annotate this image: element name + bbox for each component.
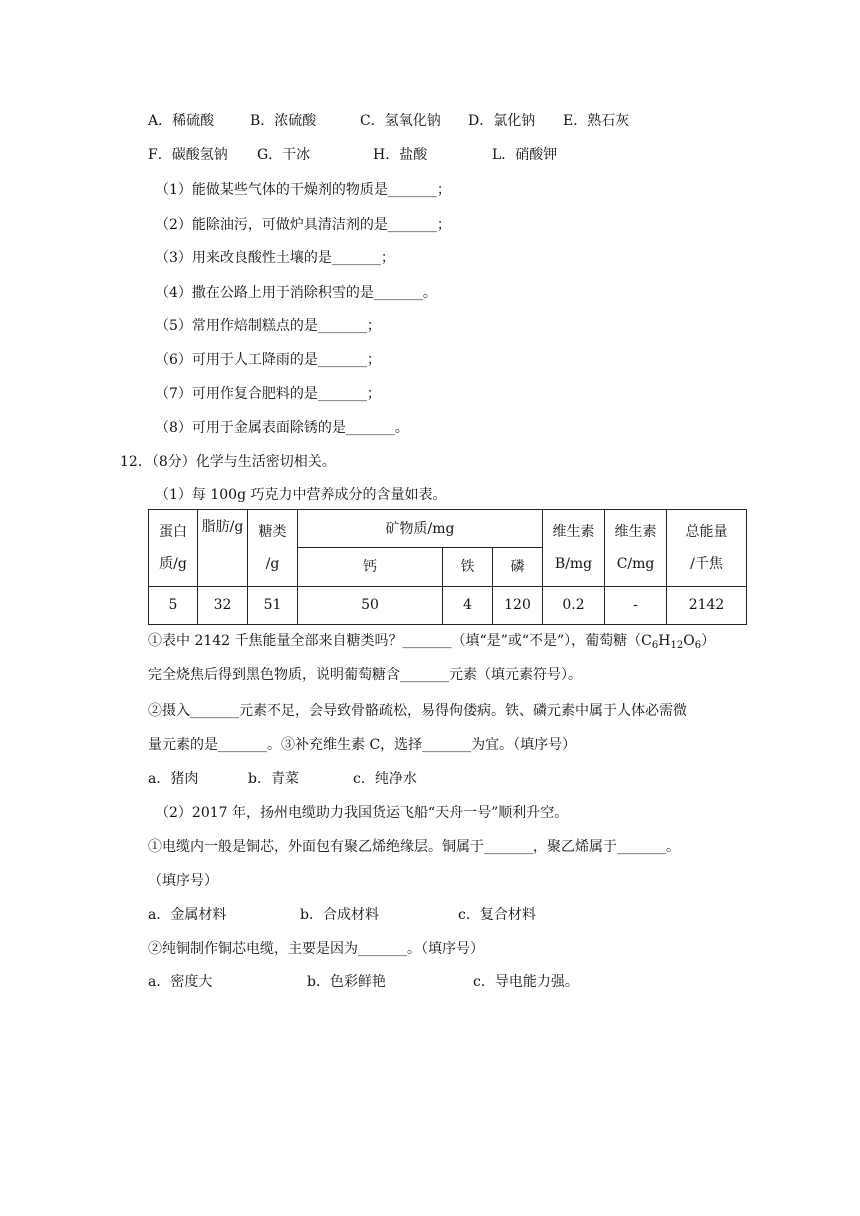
option-b: B．浓硫酸 [250, 113, 317, 129]
choice-composite: c．复合材料 [458, 907, 536, 923]
header-phosphorus: 磷 [493, 548, 543, 586]
value-phosphorus: 120 [493, 586, 543, 624]
q12-sub1-line2: 完全烧焦后得到黑色物质，说明葡萄糖含_______元素（填元素符号）。 [148, 667, 582, 683]
q11-item-5: （5）常用作焙制糕点的是_______； [155, 318, 381, 334]
option-d: D．氯化钠 [468, 113, 536, 129]
choice-synthetic: b．合成材料 [300, 907, 379, 923]
value-sugar: 51 [248, 586, 298, 624]
value-energy: 2142 [667, 586, 747, 624]
header-energy: 总能量 /千焦 [667, 510, 747, 587]
nutrition-table [148, 509, 747, 625]
q12-sub2-line2: 量元素的是_______。③补充维生素 C，选择_______为宜。（填序号） [148, 737, 577, 753]
header-calcium: 钙 [298, 548, 443, 586]
option-a: A．稀硫酸 [148, 113, 215, 129]
option-f: F．碳酸氢钠 [148, 147, 228, 163]
option-e: E．熟石灰 [563, 113, 630, 129]
q11-item-8: （8）可用于金属表面除锈的是_______。 [155, 420, 409, 436]
q12-cable-line1: ①电缆内一般是铜芯，外面包有聚乙烯绝缘层。铜属于_______，聚乙烯属于_______。 [148, 839, 680, 855]
q12-sub2-line1: ②摄入_______元素不足，会导致骨骼疏松，易得佝偻病。铁、磷元素中属于人体必需微 [148, 703, 687, 719]
q11-item-2: （2）能除油污，可做炉具清洁剂的是_______； [155, 217, 451, 233]
q12-sub1-line1: ①表中 2142 千焦能量全部来自糖类吗？_______（填“是”或“不是”），葡萄糖$(C_6H_{12}O_6)$ [148, 633, 716, 651]
q11-item-6: （6）可用于人工降雨的是_______； [155, 352, 381, 368]
q12-heading: 12．（8分）化学与生活密切相关。 [120, 454, 336, 470]
header-fat: 脂肪/g [198, 510, 248, 587]
option-g: G．干冰 [257, 147, 311, 163]
option-l: L．硝酸钾 [492, 147, 558, 163]
header-minerals: 矿物质/mg [298, 510, 543, 548]
q12-cable-line2: （填序号） [148, 873, 218, 889]
choice-density: a．密度大 [148, 974, 213, 990]
q11-item-1: （1）能做某些气体的干燥剂的物质是_______； [155, 182, 451, 198]
q12-part1-intro: （1）每 100g 巧克力中营养成分的含量如表。 [155, 487, 447, 503]
option-h: H．盐酸 [373, 147, 428, 163]
choice-pork: a．猪肉 [148, 771, 199, 787]
value-fat: 32 [198, 586, 248, 624]
q12-copper-line: ②纯铜制作铜芯电缆，主要是因为_______。（填序号） [148, 941, 484, 957]
q11-item-7: （7）可用作复合肥料的是_______； [155, 386, 381, 402]
q12-part2-intro: （2）2017 年，扬州电缆助力我国货运飞船“天舟一号”顺利升空。 [155, 805, 569, 821]
header-vitamin-c: 维生素 C/mg [605, 510, 667, 587]
choice-water: c．纯净水 [353, 771, 417, 787]
header-iron: 铁 [443, 548, 493, 586]
value-protein: 5 [149, 586, 198, 624]
value-vitamin-c: - [605, 586, 667, 624]
header-sugar: 糖类 /g [248, 510, 298, 587]
q11-item-3: （3）用来改良酸性土壤的是_______； [155, 250, 395, 266]
header-vitamin-b: 维生素 B/mg [543, 510, 605, 587]
choice-greens: b．青菜 [248, 771, 299, 787]
header-protein: 蛋白 质/g [149, 510, 198, 587]
value-iron: 4 [443, 586, 493, 624]
choice-metal: a．金属材料 [148, 907, 227, 923]
option-c: C．氢氧化钠 [360, 113, 441, 129]
choice-color: b．色彩鲜艳 [307, 974, 386, 990]
choice-conductivity: c．导电能力强。 [473, 974, 579, 990]
q11-item-4: （4）撒在公路上用于消除积雪的是_______。 [155, 285, 437, 301]
value-calcium: 50 [298, 586, 443, 624]
value-vitamin-b: 0.2 [543, 586, 605, 624]
